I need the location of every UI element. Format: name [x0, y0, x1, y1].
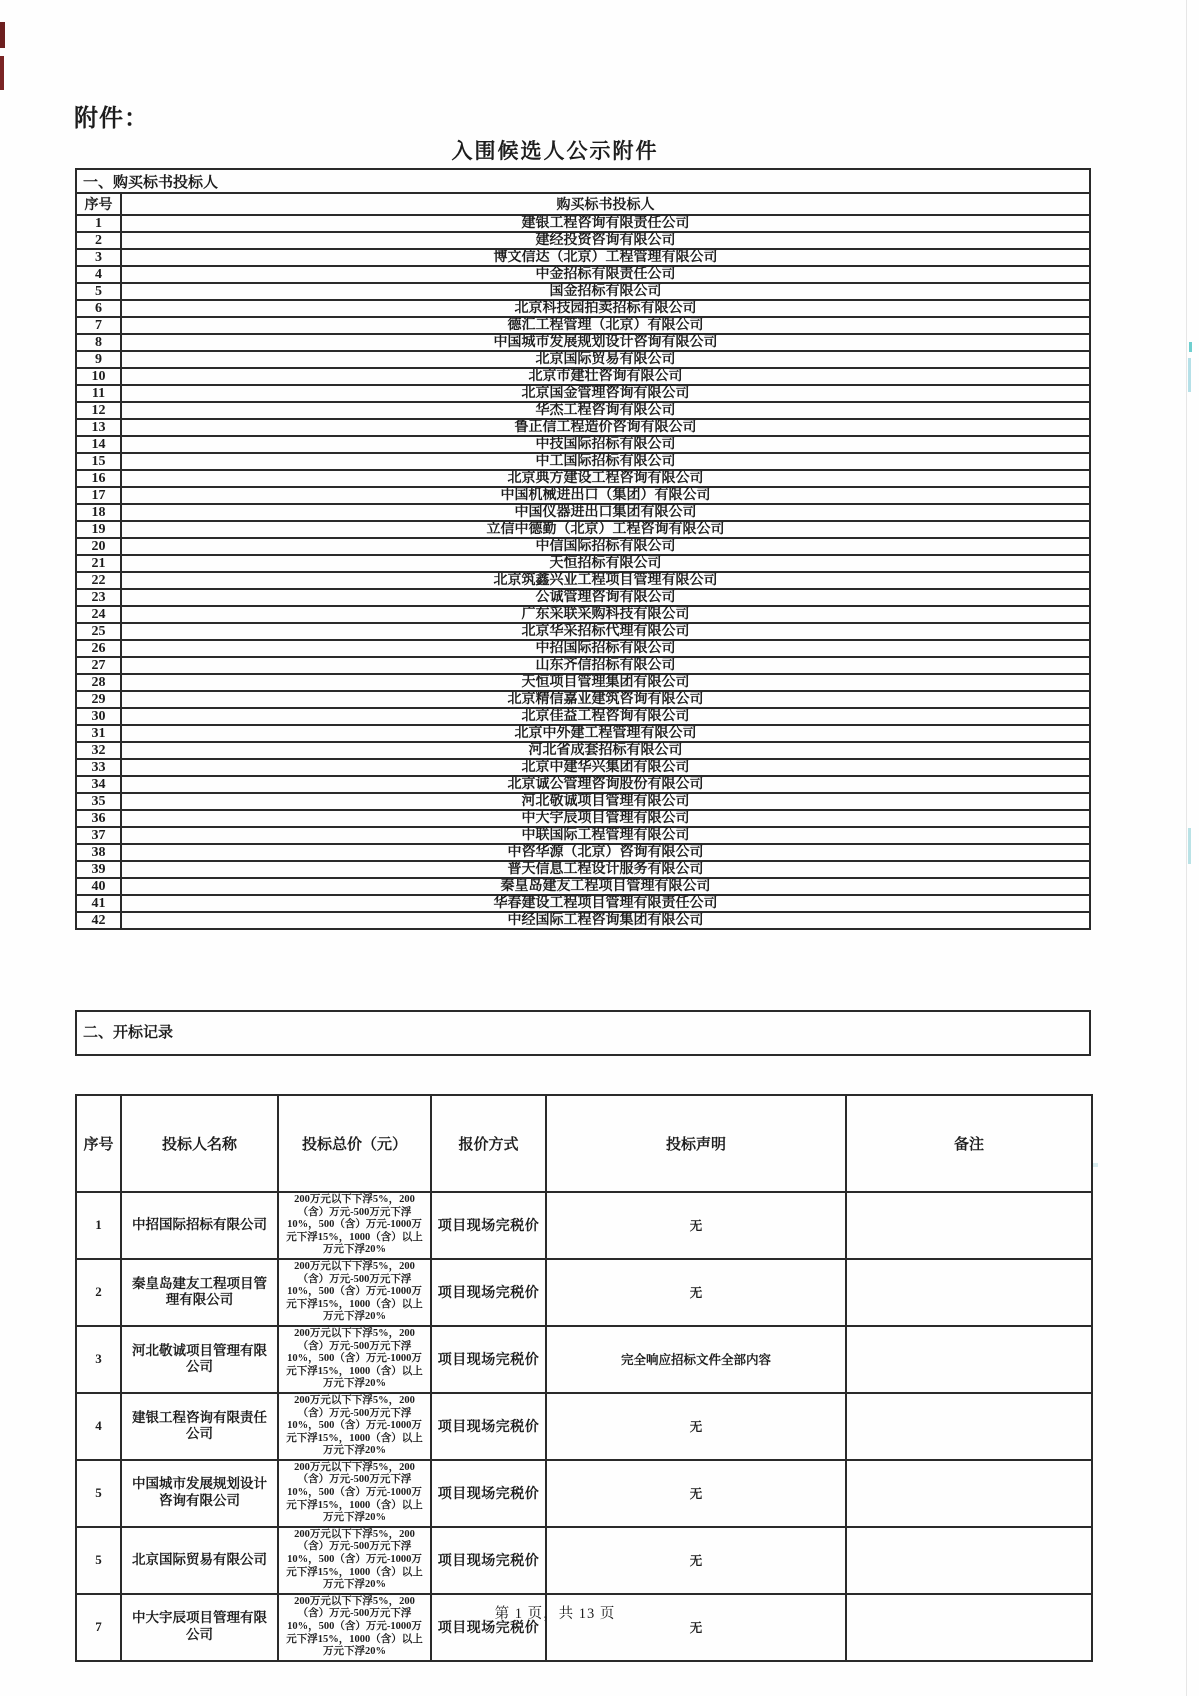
bidder-name: 天恒招标有限公司	[121, 555, 1090, 572]
bidder-name: 华春建设工程项目管理有限责任公司	[121, 895, 1090, 912]
bidder-serial: 12	[76, 402, 121, 419]
bidder-serial: 25	[76, 623, 121, 640]
bidder-name: 广东采联采购科技有限公司	[121, 606, 1090, 623]
bid-statement: 无	[546, 1393, 846, 1460]
scan-artifact	[1189, 342, 1192, 352]
bid-opening-col-header: 报价方式	[431, 1095, 546, 1192]
bid-bidder-name: 建银工程咨询有限责任公司	[121, 1393, 278, 1460]
bidders-table	[75, 168, 1091, 930]
scan-edge-line	[1186, 0, 1187, 1696]
bid-opening-col-header: 序号	[76, 1095, 121, 1192]
bid-remark	[846, 1192, 1092, 1259]
bidder-serial: 20	[76, 538, 121, 555]
bidder-serial: 5	[76, 283, 121, 300]
bidder-serial: 26	[76, 640, 121, 657]
bidder-serial: 39	[76, 861, 121, 878]
bidder-name: 北京中建华兴集团有限公司	[121, 759, 1090, 776]
bidder-row	[76, 708, 1090, 725]
bidder-name: 北京精信嘉业建筑咨询有限公司	[121, 691, 1090, 708]
bidder-row	[76, 844, 1090, 861]
scan-artifact	[1093, 1163, 1098, 1167]
bidder-row	[76, 487, 1090, 504]
bidder-row	[76, 623, 1090, 640]
bid-opening-col-header: 备注	[846, 1095, 1092, 1192]
scan-artifact	[1188, 358, 1191, 392]
bidder-name: 天恒项目管理集团有限公司	[121, 674, 1090, 691]
bid-statement: 无	[546, 1594, 846, 1661]
bid-serial: 5	[76, 1460, 121, 1527]
bidder-name: 中咨华源（北京）咨询有限公司	[121, 844, 1090, 861]
bid-quote-method: 项目现场完税价	[431, 1326, 546, 1393]
bidder-name: 国金招标有限公司	[121, 283, 1090, 300]
scan-artifact	[0, 56, 4, 90]
bidder-row	[76, 810, 1090, 827]
bidder-row	[76, 215, 1090, 232]
bidder-row	[76, 912, 1090, 929]
bid-remark	[846, 1326, 1092, 1393]
bidder-row	[76, 793, 1090, 810]
bid-remark	[846, 1259, 1092, 1326]
bidder-name: 建经投资咨询有限公司	[121, 232, 1090, 249]
bid-total-price: 200万元以下下浮5%，200（含）万元-500万元下浮10%，500（含）万元-1000万元下浮15%，1000（含）以上万元下浮20%	[278, 1594, 431, 1661]
bidder-row	[76, 317, 1090, 334]
bidder-row	[76, 555, 1090, 572]
bid-remark	[846, 1527, 1092, 1594]
bid-quote-method: 项目现场完税价	[431, 1527, 546, 1594]
bidder-row	[76, 521, 1090, 538]
attachment-label: 附件：	[74, 106, 149, 132]
bidder-name: 北京筑鑫兴业工程项目管理有限公司	[121, 572, 1090, 589]
bid-opening-col-header: 投标声明	[546, 1095, 846, 1192]
bidder-row	[76, 725, 1090, 742]
bid-bidder-name: 中国城市发展规划设计咨询有限公司	[121, 1460, 278, 1527]
bidder-row	[76, 640, 1090, 657]
bidder-name: 德汇工程管理（北京）有限公司	[121, 317, 1090, 334]
bid-bidder-name: 中大宇辰项目管理有限公司	[121, 1594, 278, 1661]
bidder-row	[76, 266, 1090, 283]
bidder-serial: 37	[76, 827, 121, 844]
bid-statement: 无	[546, 1259, 846, 1326]
bidder-row	[76, 368, 1090, 385]
bidder-row	[76, 691, 1090, 708]
bidder-row	[76, 895, 1090, 912]
bidder-name: 中国城市发展规划设计咨询有限公司	[121, 334, 1090, 351]
bidder-name: 博文信达（北京）工程管理有限公司	[121, 249, 1090, 266]
bidder-serial: 6	[76, 300, 121, 317]
bidder-row	[76, 402, 1090, 419]
bidder-serial: 35	[76, 793, 121, 810]
bidders-table-header	[76, 193, 1090, 215]
bidder-serial: 27	[76, 657, 121, 674]
bidder-serial: 40	[76, 878, 121, 895]
bidder-serial: 2	[76, 232, 121, 249]
bidder-serial: 22	[76, 572, 121, 589]
bid-total-price: 200万元以下下浮5%，200（含）万元-500万元下浮10%，500（含）万元-1000万元下浮15%，1000（含）以上万元下浮20%	[278, 1527, 431, 1594]
bidder-row	[76, 572, 1090, 589]
bidder-name: 华杰工程咨询有限公司	[121, 402, 1090, 419]
bid-opening-row	[76, 1326, 1092, 1393]
bid-total-price: 200万元以下下浮5%，200（含）万元-500万元下浮10%，500（含）万元-1000万元下浮15%，1000（含）以上万元下浮20%	[278, 1326, 431, 1393]
bidder-name: 山东齐信招标有限公司	[121, 657, 1090, 674]
bidder-row	[76, 436, 1090, 453]
bidder-serial: 31	[76, 725, 121, 742]
bid-statement: 无	[546, 1192, 846, 1259]
bidder-name: 河北敬诚项目管理有限公司	[121, 793, 1090, 810]
bidder-serial: 30	[76, 708, 121, 725]
bid-total-price: 200万元以下下浮5%，200（含）万元-500万元下浮10%，500（含）万元-1000万元下浮15%，1000（含）以上万元下浮20%	[278, 1259, 431, 1326]
bidder-name: 建银工程咨询有限责任公司	[121, 215, 1090, 232]
bidder-serial: 32	[76, 742, 121, 759]
bid-serial: 2	[76, 1259, 121, 1326]
bid-opening-row	[76, 1192, 1092, 1259]
bid-statement: 完全响应招标文件全部内容	[546, 1326, 846, 1393]
bid-opening-row	[76, 1527, 1092, 1594]
page-title: 入围候选人公示附件	[451, 139, 659, 163]
bid-statement: 无	[546, 1460, 846, 1527]
bid-bidder-name: 北京国际贸易有限公司	[121, 1527, 278, 1594]
bidder-row	[76, 878, 1090, 895]
bidder-serial: 3	[76, 249, 121, 266]
bid-quote-method: 项目现场完税价	[431, 1393, 546, 1460]
bidder-name: 中招国际招标有限公司	[121, 640, 1090, 657]
bidder-serial: 21	[76, 555, 121, 572]
section1-heading-row	[76, 169, 1090, 193]
bid-serial: 3	[76, 1326, 121, 1393]
bidder-name: 中金招标有限责任公司	[121, 266, 1090, 283]
bidder-name: 北京典方建设工程咨询有限公司	[121, 470, 1090, 487]
bidder-name: 北京国金管理咨询有限公司	[121, 385, 1090, 402]
bidder-row	[76, 470, 1090, 487]
bidder-name: 北京中外建工程管理有限公司	[121, 725, 1090, 742]
bid-opening-table	[75, 1094, 1093, 1662]
section1-heading: 一、购买标书投标人	[76, 169, 1090, 193]
bidder-row	[76, 334, 1090, 351]
bidder-name: 北京市建壮咨询有限公司	[121, 368, 1090, 385]
bidder-name: 中信国际招标有限公司	[121, 538, 1090, 555]
bidder-name: 中国机械进出口（集团）有限公司	[121, 487, 1090, 504]
bidder-serial: 17	[76, 487, 121, 504]
bidder-serial: 19	[76, 521, 121, 538]
bidder-row	[76, 453, 1090, 470]
bidder-name: 北京国际贸易有限公司	[121, 351, 1090, 368]
bidder-serial: 13	[76, 419, 121, 436]
bidder-serial: 34	[76, 776, 121, 793]
bidder-name: 中国仪器进出口集团有限公司	[121, 504, 1090, 521]
bidder-name: 北京佳益工程咨询有限公司	[121, 708, 1090, 725]
bidder-row	[76, 300, 1090, 317]
bidder-serial: 29	[76, 691, 121, 708]
bidder-row	[76, 538, 1090, 555]
bidder-serial: 24	[76, 606, 121, 623]
bid-remark	[846, 1460, 1092, 1527]
bidder-serial: 8	[76, 334, 121, 351]
bidder-serial: 15	[76, 453, 121, 470]
bid-total-price: 200万元以下下浮5%，200（含）万元-500万元下浮10%，500（含）万元-1000万元下浮15%，1000（含）以上万元下浮20%	[278, 1192, 431, 1259]
bidder-row	[76, 742, 1090, 759]
section2-heading: 二、开标记录	[75, 1010, 1091, 1056]
bidder-name: 中联国际工程管理有限公司	[121, 827, 1090, 844]
bidder-name: 河北省成套招标有限公司	[121, 742, 1090, 759]
col-bidder-header: 购买标书投标人	[121, 193, 1090, 215]
bidder-row	[76, 589, 1090, 606]
bidder-row	[76, 861, 1090, 878]
bidder-row	[76, 657, 1090, 674]
bidder-name: 中技国际招标有限公司	[121, 436, 1090, 453]
bidder-row	[76, 351, 1090, 368]
bidder-serial: 42	[76, 912, 121, 929]
bidder-row	[76, 249, 1090, 266]
bid-total-price: 200万元以下下浮5%，200（含）万元-500万元下浮10%，500（含）万元-1000万元下浮15%，1000（含）以上万元下浮20%	[278, 1393, 431, 1460]
bidder-serial: 38	[76, 844, 121, 861]
bid-opening-col-header: 投标总价（元）	[278, 1095, 431, 1192]
bid-serial: 1	[76, 1192, 121, 1259]
bidder-row	[76, 827, 1090, 844]
bid-opening-row	[76, 1460, 1092, 1527]
bidder-name: 中工国际招标有限公司	[121, 453, 1090, 470]
bidder-name: 鲁正信工程造价咨询有限公司	[121, 419, 1090, 436]
bid-total-price: 200万元以下下浮5%，200（含）万元-500万元下浮10%，500（含）万元-1000万元下浮15%，1000（含）以上万元下浮20%	[278, 1460, 431, 1527]
bidder-name: 公诚管理咨询有限公司	[121, 589, 1090, 606]
bidder-row	[76, 385, 1090, 402]
bid-quote-method: 项目现场完税价	[431, 1259, 546, 1326]
bid-bidder-name: 河北敬诚项目管理有限公司	[121, 1326, 278, 1393]
bidder-row	[76, 776, 1090, 793]
bidder-row	[76, 674, 1090, 691]
bid-opening-table-header	[76, 1095, 1092, 1192]
bid-serial: 4	[76, 1393, 121, 1460]
bidder-serial: 18	[76, 504, 121, 521]
page-number: 第 1 页，共 13 页	[494, 1606, 616, 1622]
bidder-serial: 11	[76, 385, 121, 402]
bid-bidder-name: 秦皇岛建友工程项目管理有限公司	[121, 1259, 278, 1326]
bid-remark	[846, 1393, 1092, 1460]
bidder-name: 北京诚公管理咨询股份有限公司	[121, 776, 1090, 793]
bidder-name: 中经国际工程咨询集团有限公司	[121, 912, 1090, 929]
scan-artifact	[1188, 828, 1191, 864]
bidder-serial: 10	[76, 368, 121, 385]
bidder-serial: 14	[76, 436, 121, 453]
bid-opening-col-header: 投标人名称	[121, 1095, 278, 1192]
bid-serial: 7	[76, 1594, 121, 1661]
bidder-name: 中大宇辰项目管理有限公司	[121, 810, 1090, 827]
bidder-name: 北京华采招标代理有限公司	[121, 623, 1090, 640]
bidder-name: 普天信息工程设计服务有限公司	[121, 861, 1090, 878]
bidder-row	[76, 419, 1090, 436]
bid-opening-row	[76, 1393, 1092, 1460]
bid-quote-method: 项目现场完税价	[431, 1460, 546, 1527]
bidder-serial: 36	[76, 810, 121, 827]
bid-bidder-name: 中招国际招标有限公司	[121, 1192, 278, 1259]
bidder-serial: 41	[76, 895, 121, 912]
bidder-serial: 1	[76, 215, 121, 232]
bid-statement: 无	[546, 1527, 846, 1594]
bidder-row	[76, 232, 1090, 249]
bid-quote-method: 项目现场完税价	[431, 1192, 546, 1259]
col-serial-header: 序号	[76, 193, 121, 215]
scan-artifact	[0, 22, 5, 48]
bidder-row	[76, 606, 1090, 623]
bid-serial: 5	[76, 1527, 121, 1594]
bidder-row	[76, 759, 1090, 776]
bidder-serial: 28	[76, 674, 121, 691]
bidder-serial: 7	[76, 317, 121, 334]
bidder-name: 立信中德勤（北京）工程咨询有限公司	[121, 521, 1090, 538]
bidder-serial: 23	[76, 589, 121, 606]
bidder-row	[76, 283, 1090, 300]
bid-opening-row	[76, 1259, 1092, 1326]
bidder-serial: 33	[76, 759, 121, 776]
bidder-name: 秦皇岛建友工程项目管理有限公司	[121, 878, 1090, 895]
bid-quote-method: 项目现场完税价	[431, 1594, 546, 1661]
bidder-serial: 9	[76, 351, 121, 368]
bidder-serial: 16	[76, 470, 121, 487]
bidder-row	[76, 504, 1090, 521]
bidder-name: 北京科技园拍卖招标有限公司	[121, 300, 1090, 317]
bidder-serial: 4	[76, 266, 121, 283]
